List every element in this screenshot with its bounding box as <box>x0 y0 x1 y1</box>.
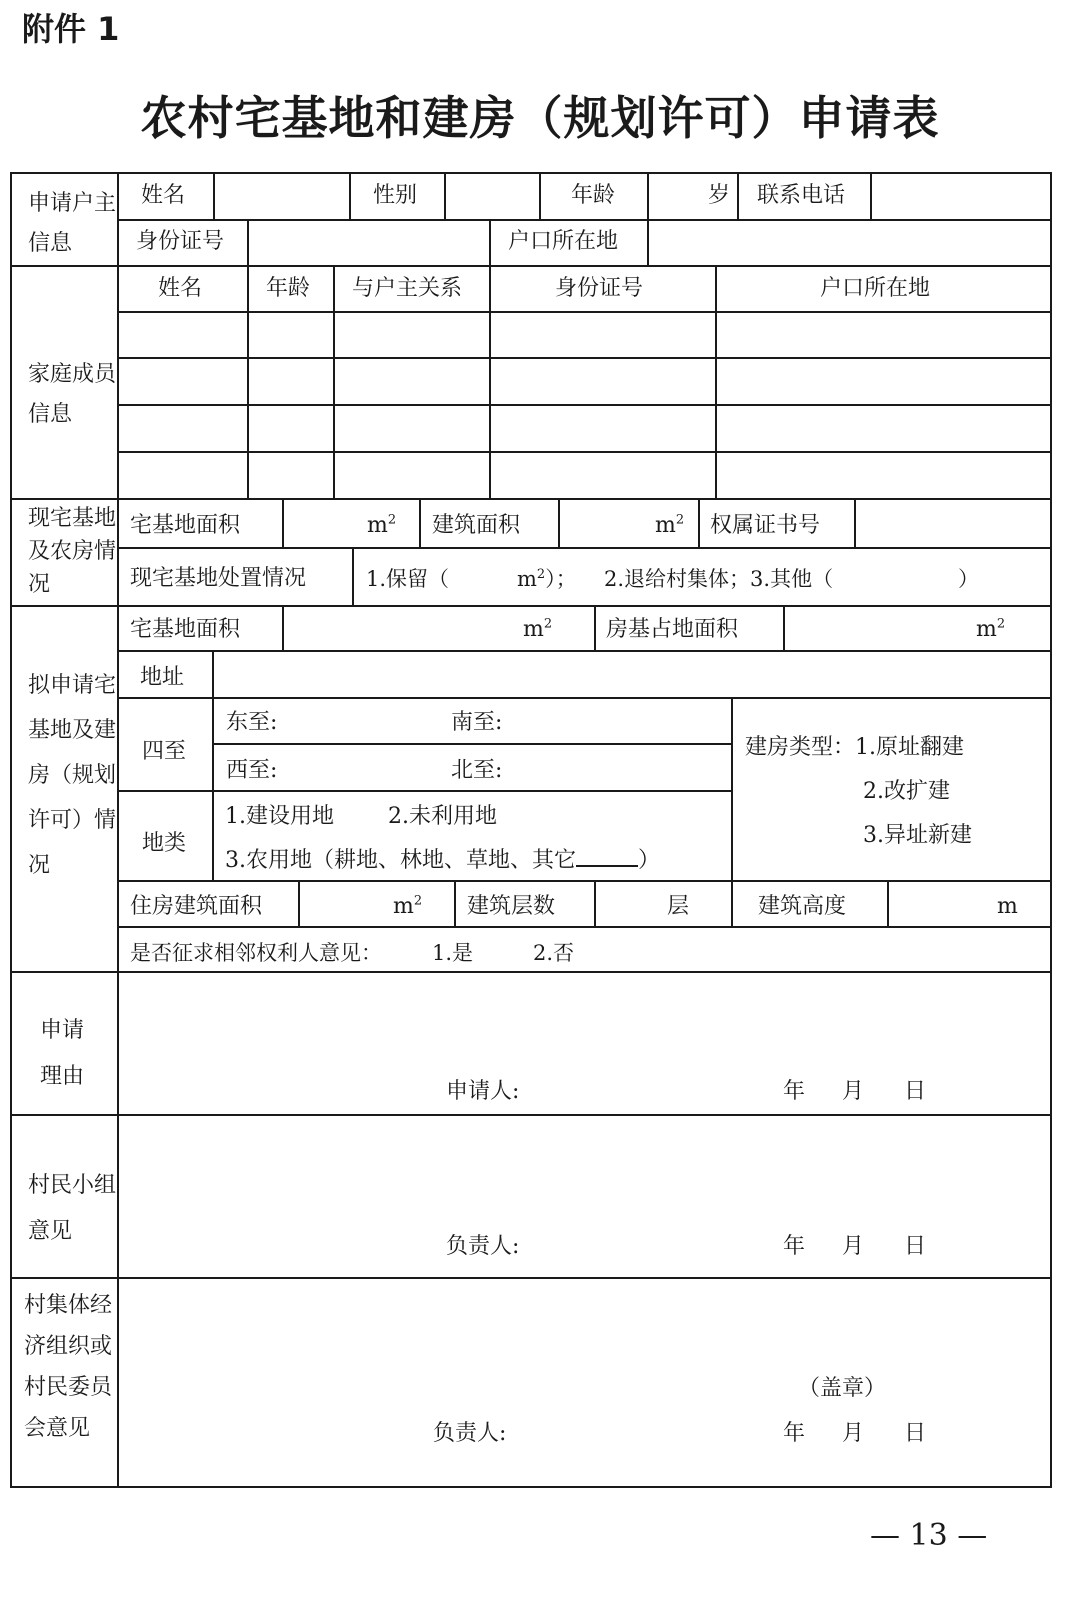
date-month: 月 <box>842 1421 865 1446</box>
build-type-2: 2.改扩建 <box>863 779 950 804</box>
section-label-family: 家庭成员信息 <box>28 362 117 427</box>
line <box>117 357 1052 359</box>
disposal-option-end: ） <box>958 567 979 591</box>
family-col-age: 年龄 <box>266 276 311 301</box>
label-east: 东至: <box>226 710 278 735</box>
sep-family <box>10 498 1052 500</box>
line <box>887 880 889 926</box>
group-signer: 负责人: <box>446 1234 520 1259</box>
label-south: 南至: <box>451 710 503 735</box>
label-address: 地址 <box>140 665 185 690</box>
page-number: — 13 — <box>870 1518 988 1553</box>
table-border-bottom <box>10 1486 1052 1488</box>
line <box>117 404 1052 406</box>
label-height: 建筑高度 <box>758 894 847 919</box>
line <box>489 219 491 265</box>
sep-group <box>10 1277 1052 1279</box>
line <box>117 790 732 792</box>
line <box>117 547 1052 549</box>
landclass-1: 1.建设用地 <box>225 804 334 829</box>
unit-m2: $m^2$ <box>976 616 1006 642</box>
family-col-id: 身份证号 <box>555 276 644 301</box>
section-label-committee: 村集体经济组织或村民委员会意见 <box>24 1293 113 1441</box>
build-type-1: 建房类型：1.原址翻建 <box>745 735 964 760</box>
line <box>282 605 284 650</box>
line <box>444 172 446 219</box>
line <box>647 219 649 265</box>
label-hukou: 户口所在地 <box>508 229 619 254</box>
label-id: 身份证号 <box>136 229 225 254</box>
line <box>489 265 491 498</box>
reason-signer: 申请人: <box>446 1079 520 1104</box>
line <box>594 605 596 650</box>
label-age-unit: 岁 <box>708 183 731 208</box>
table-border-left <box>10 172 12 1488</box>
date-day: 日 <box>904 1079 927 1104</box>
blank-underline <box>576 851 638 867</box>
line <box>117 697 1052 699</box>
committee-signer: 负责人: <box>433 1421 507 1446</box>
disposal-option-keep: 1.保留（ <box>366 567 450 591</box>
line <box>298 880 300 926</box>
line <box>117 880 1052 882</box>
line <box>731 880 733 926</box>
line <box>594 880 596 926</box>
line <box>117 219 1052 221</box>
neighbor-no: 2.否 <box>533 941 575 965</box>
label-west: 西至: <box>226 758 278 783</box>
line <box>117 650 1052 652</box>
unit-floors: 层 <box>667 894 690 919</box>
date-year: 年 <box>783 1421 806 1446</box>
landclass-2: 2.未利用地 <box>388 804 497 829</box>
line <box>419 498 421 547</box>
section-label-reason: 申请理由 <box>40 1018 85 1089</box>
table-border-right <box>1050 172 1052 1488</box>
section-label-current: 现宅基地及农房情况 <box>28 506 117 597</box>
family-col-name: 姓名 <box>158 276 203 301</box>
sep-applicant <box>10 265 1052 267</box>
line <box>213 172 215 219</box>
section-label-proposed: 拟申请宅基地及建房（规划许可）情况 <box>28 673 117 878</box>
landclass-3: 3.农用地（耕地、林地、草地、其它 ） <box>225 848 661 873</box>
date-year: 年 <box>783 1079 806 1104</box>
unit-meter: m <box>997 894 1018 919</box>
line <box>247 219 249 265</box>
family-col-hukou: 户口所在地 <box>820 276 931 301</box>
date-year: 年 <box>783 1234 806 1259</box>
line <box>558 498 560 547</box>
section-label-group: 村民小组意见 <box>28 1173 117 1244</box>
label-current-land-area: 宅基地面积 <box>130 513 241 538</box>
attachment-label: 附件 1 <box>22 10 120 48</box>
line <box>731 697 733 880</box>
date-day: 日 <box>904 1421 927 1446</box>
unit-m2: $m^2$ <box>393 893 423 919</box>
line <box>737 172 739 219</box>
label-house-area: 住房建筑面积 <box>130 894 263 919</box>
unit-m2: $m^2$ <box>523 616 553 642</box>
label-name: 姓名 <box>141 183 186 208</box>
line <box>647 172 649 219</box>
label-footprint: 房基占地面积 <box>606 617 739 642</box>
label-boundaries: 四至 <box>142 739 187 764</box>
table-border-top <box>10 172 1052 174</box>
label-north: 北至: <box>451 758 503 783</box>
seal-label: （盖章） <box>798 1376 887 1401</box>
line <box>715 265 717 498</box>
label-gender: 性别 <box>373 183 418 208</box>
label-proposed-land-area: 宅基地面积 <box>130 617 241 642</box>
line <box>117 926 1052 928</box>
line <box>212 650 214 880</box>
label-phone: 联系电话 <box>757 183 846 208</box>
date-month: 月 <box>842 1079 865 1104</box>
date-day: 日 <box>904 1234 927 1259</box>
line <box>454 880 456 926</box>
line <box>282 498 284 547</box>
line <box>539 172 541 219</box>
disposal-option-return: 2.退给村集体；3.其他（ <box>604 567 834 591</box>
line <box>333 265 335 498</box>
line <box>352 547 354 605</box>
line <box>698 498 700 547</box>
label-disposal: 现宅基地处置情况 <box>130 566 307 591</box>
label-landclass: 地类 <box>142 831 187 856</box>
line <box>349 172 351 219</box>
line <box>783 605 785 650</box>
sep-current <box>10 605 1052 607</box>
label-floors: 建筑层数 <box>467 894 556 919</box>
label-cert: 权属证书号 <box>710 513 821 538</box>
unit-m2: $m^2$ <box>655 512 685 538</box>
line <box>247 265 249 498</box>
unit-m2: $m^2$ <box>367 512 397 538</box>
line <box>117 311 1052 313</box>
sep-reason <box>10 1114 1052 1116</box>
sep-proposed <box>10 971 1052 973</box>
page-title: 农村宅基地和建房（规划许可）申请表 <box>140 91 940 145</box>
label-age: 年龄 <box>571 183 616 208</box>
section-label-applicant: 申请户主信息 <box>28 191 117 256</box>
date-month: 月 <box>842 1234 865 1259</box>
line <box>854 498 856 547</box>
build-type-3: 3.异址新建 <box>863 823 972 848</box>
line <box>870 172 872 219</box>
line <box>117 451 1052 453</box>
disposal-option-keep-unit: $m^2$）； <box>517 567 577 591</box>
family-col-relation: 与户主关系 <box>352 276 463 301</box>
neighbor-yes: 1.是 <box>432 941 474 965</box>
label-neighbor: 是否征求相邻权利人意见： <box>130 941 382 965</box>
label-current-build-area: 建筑面积 <box>432 513 521 538</box>
line <box>212 743 732 745</box>
